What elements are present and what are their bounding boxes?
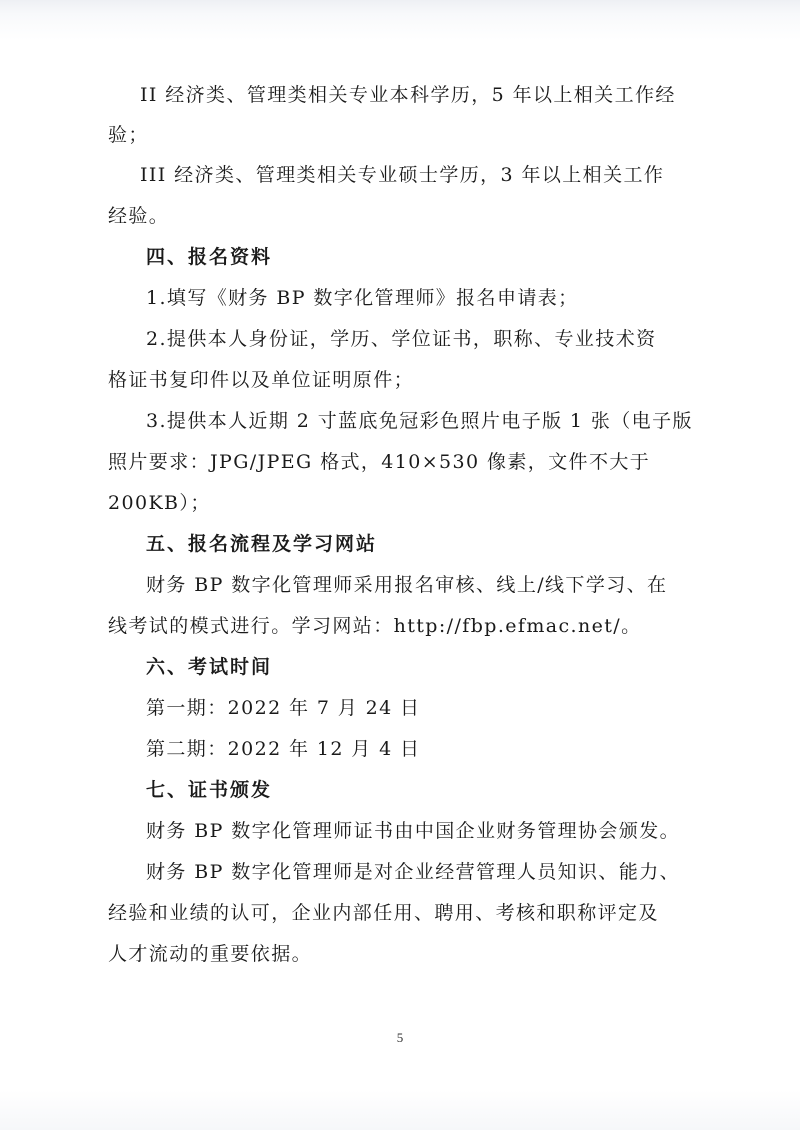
section-heading-process-and-website: 五、报名流程及学习网站 bbox=[146, 533, 378, 555]
requirement-ii-line-1: II 经济类、管理类相关专业本科学历，5 年以上相关工作经 bbox=[140, 84, 676, 106]
material-item-3-line-1: 3.提供本人近期 2 寸蓝底免冠彩色照片电子版 1 张（电子版 bbox=[146, 410, 693, 432]
material-item-3-line-3: 200KB）； bbox=[108, 492, 211, 514]
process-paragraph-line-1: 财务 BP 数字化管理师采用报名审核、线上/线下学习、在 bbox=[146, 574, 668, 596]
process-paragraph-line-2: 线考试的模式进行。学习网站：http://fbp.efmac.net/。 bbox=[108, 615, 642, 637]
requirement-iii-line-1: III 经济类、管理类相关专业硕士学历，3 年以上相关工作 bbox=[140, 164, 665, 186]
material-item-3-line-2: 照片要求：JPG/JPEG 格式，410×530 像素，文件不大于 bbox=[108, 451, 651, 473]
material-item-2-line-1: 2.提供本人身份证，学历、学位证书，职称、专业技术资 bbox=[146, 328, 657, 350]
certificate-paragraph-1: 财务 BP 数字化管理师证书由中国企业财务管理协会颁发。 bbox=[146, 820, 681, 842]
section-heading-certificate-issuance: 七、证书颁发 bbox=[146, 779, 273, 801]
material-item-2-line-2: 格证书复印件以及单位证明原件； bbox=[108, 369, 415, 391]
material-item-1: 1.填写《财务 BP 数字化管理师》报名申请表； bbox=[146, 287, 579, 309]
exam-session-1: 第一期：2022 年 7 月 24 日 bbox=[146, 697, 421, 719]
section-heading-exam-time: 六、考试时间 bbox=[146, 656, 273, 678]
section-heading-registration-materials: 四、报名资料 bbox=[146, 246, 273, 268]
requirement-iii-line-2: 经验。 bbox=[108, 205, 170, 227]
certificate-paragraph-2-line-2: 经验和业绩的认可，企业内部任用、聘用、考核和职称评定及 bbox=[108, 902, 659, 924]
exam-session-2: 第二期：2022 年 12 月 4 日 bbox=[146, 738, 421, 760]
certificate-paragraph-2-line-3: 人才流动的重要依据。 bbox=[108, 943, 313, 965]
page-number: 5 bbox=[396, 1030, 404, 1045]
certificate-paragraph-2-line-1: 财务 BP 数字化管理师是对企业经营管理人员知识、能力、 bbox=[146, 861, 681, 883]
requirement-ii-line-2: 验； bbox=[108, 124, 149, 146]
